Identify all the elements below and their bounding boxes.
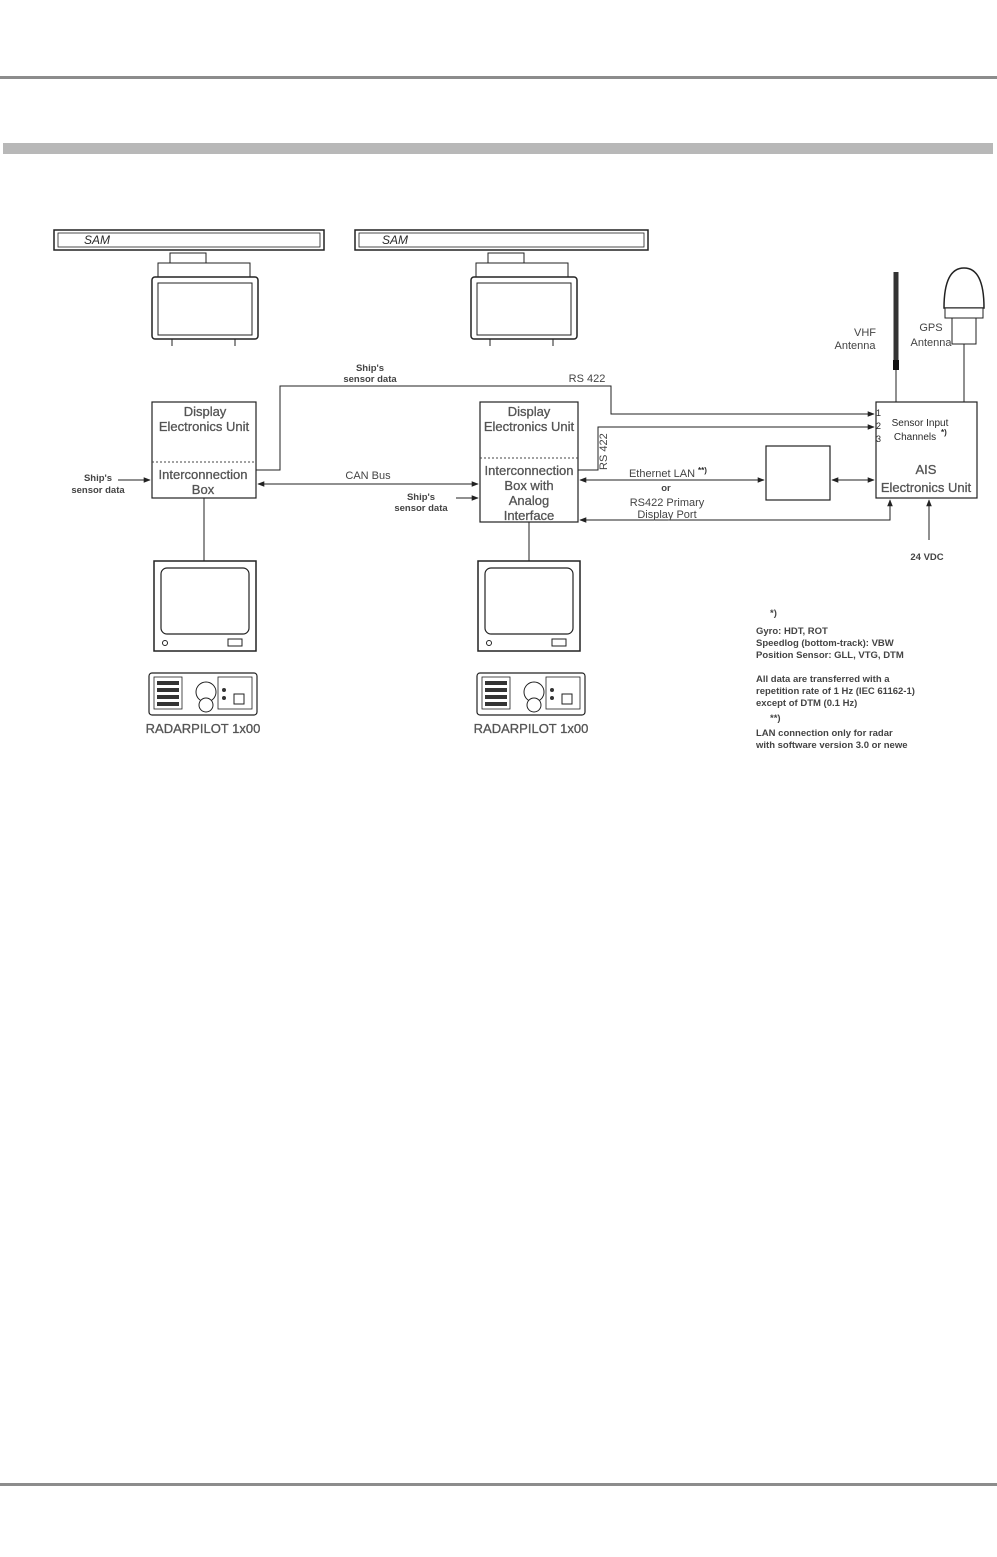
ais-line1: AIS — [915, 462, 937, 477]
ships-sensor-left-1: Ship's — [83, 473, 113, 484]
radar-antenna-right — [355, 230, 648, 346]
ships-sensor-left-2: sensor data — [71, 485, 125, 496]
box-left-line1: Interconnection — [158, 467, 248, 482]
console-right-label: RADARPILOT 1x00 — [473, 721, 589, 736]
box-mid-line4: Interface — [503, 508, 555, 523]
ethernet-label: Ethernet LAN — [628, 468, 696, 480]
channel-1: 1 — [876, 408, 882, 418]
note-rate-3: except of DTM (0.1 Hz) — [756, 698, 858, 709]
channel-2: 2 — [876, 421, 882, 431]
note-lan-1: LAN connection only for radar — [756, 728, 893, 739]
deu-mid-line1: Display — [507, 404, 551, 419]
vhf-label-2: Antenna — [834, 340, 876, 352]
ships-sensor-top-2: sensor data — [343, 374, 397, 385]
note-position: Position Sensor: GLL, VTG, DTM — [756, 650, 904, 661]
box-mid-line2: Box with — [504, 478, 554, 493]
ais-line2: Electronics Unit — [880, 480, 972, 495]
can-bus-label: CAN Bus — [345, 470, 391, 482]
rs422-primary-2: Display Port — [637, 509, 697, 521]
note-lan-2: with software version 3.0 or newe — [756, 740, 908, 751]
note-speedlog: Speedlog (bottom-track): VBW — [756, 638, 894, 649]
gps-label-2: Antenna — [910, 337, 952, 349]
rs422-top-label: RS 422 — [568, 373, 606, 385]
rs422-vertical-label: RS 422 — [598, 433, 610, 470]
radar-antenna-left — [54, 230, 324, 346]
or-label: or — [661, 483, 671, 494]
display-electronics-unit-left — [152, 402, 256, 498]
display-electronics-unit-middle — [480, 402, 578, 523]
notes-block — [755, 608, 915, 751]
monitor-middle — [478, 561, 580, 651]
antenna-label-right: SAM — [382, 233, 409, 247]
deu-left-line2: Electronics Unit — [158, 419, 250, 434]
ships-sensor-mid-2: sensor data — [394, 503, 448, 514]
ships-sensor-top-1: Ship's — [355, 363, 385, 374]
deu-left-line1: Display — [183, 404, 227, 419]
gps-antenna-icon — [944, 268, 984, 402]
channels-label: Channels — [893, 432, 937, 443]
ais-electronics-unit — [876, 402, 977, 498]
ships-sensor-mid-1: Ship's — [406, 492, 436, 503]
rs422-primary-1: RS422 Primary — [629, 497, 705, 509]
box-mid-line1: Interconnection — [484, 463, 574, 478]
box-left-line2: Box — [191, 482, 215, 497]
note-rate-1: All data are transferred with a — [756, 674, 890, 685]
channel-3: 3 — [876, 434, 882, 444]
ethernet-note-mark: **) — [698, 466, 707, 475]
monitor-left — [154, 561, 256, 651]
antenna-label-left: SAM — [84, 233, 111, 247]
power-label: 24 VDC — [910, 552, 944, 563]
radarpilot-console-right — [477, 673, 585, 715]
note-rate-2: repetition rate of 1 Hz (IEC 61162-1) — [756, 686, 915, 697]
interface-unit — [766, 446, 830, 500]
sensor-input-label: Sensor Input — [891, 418, 949, 429]
radarpilot-console-left — [149, 673, 257, 715]
note-gyro: Gyro: HDT, ROT — [756, 626, 828, 637]
note-mark-2: **) — [770, 713, 781, 724]
note-mark-1: *) — [770, 608, 777, 619]
box-mid-line3: Analog — [508, 493, 550, 508]
deu-mid-line2: Electronics Unit — [483, 419, 575, 434]
sensor-note-mark: *) — [941, 428, 947, 437]
console-left-label: RADARPILOT 1x00 — [145, 721, 261, 736]
vhf-label: VHF — [854, 327, 876, 339]
gps-label: GPS — [919, 322, 943, 334]
vhf-antenna-icon — [893, 272, 899, 402]
